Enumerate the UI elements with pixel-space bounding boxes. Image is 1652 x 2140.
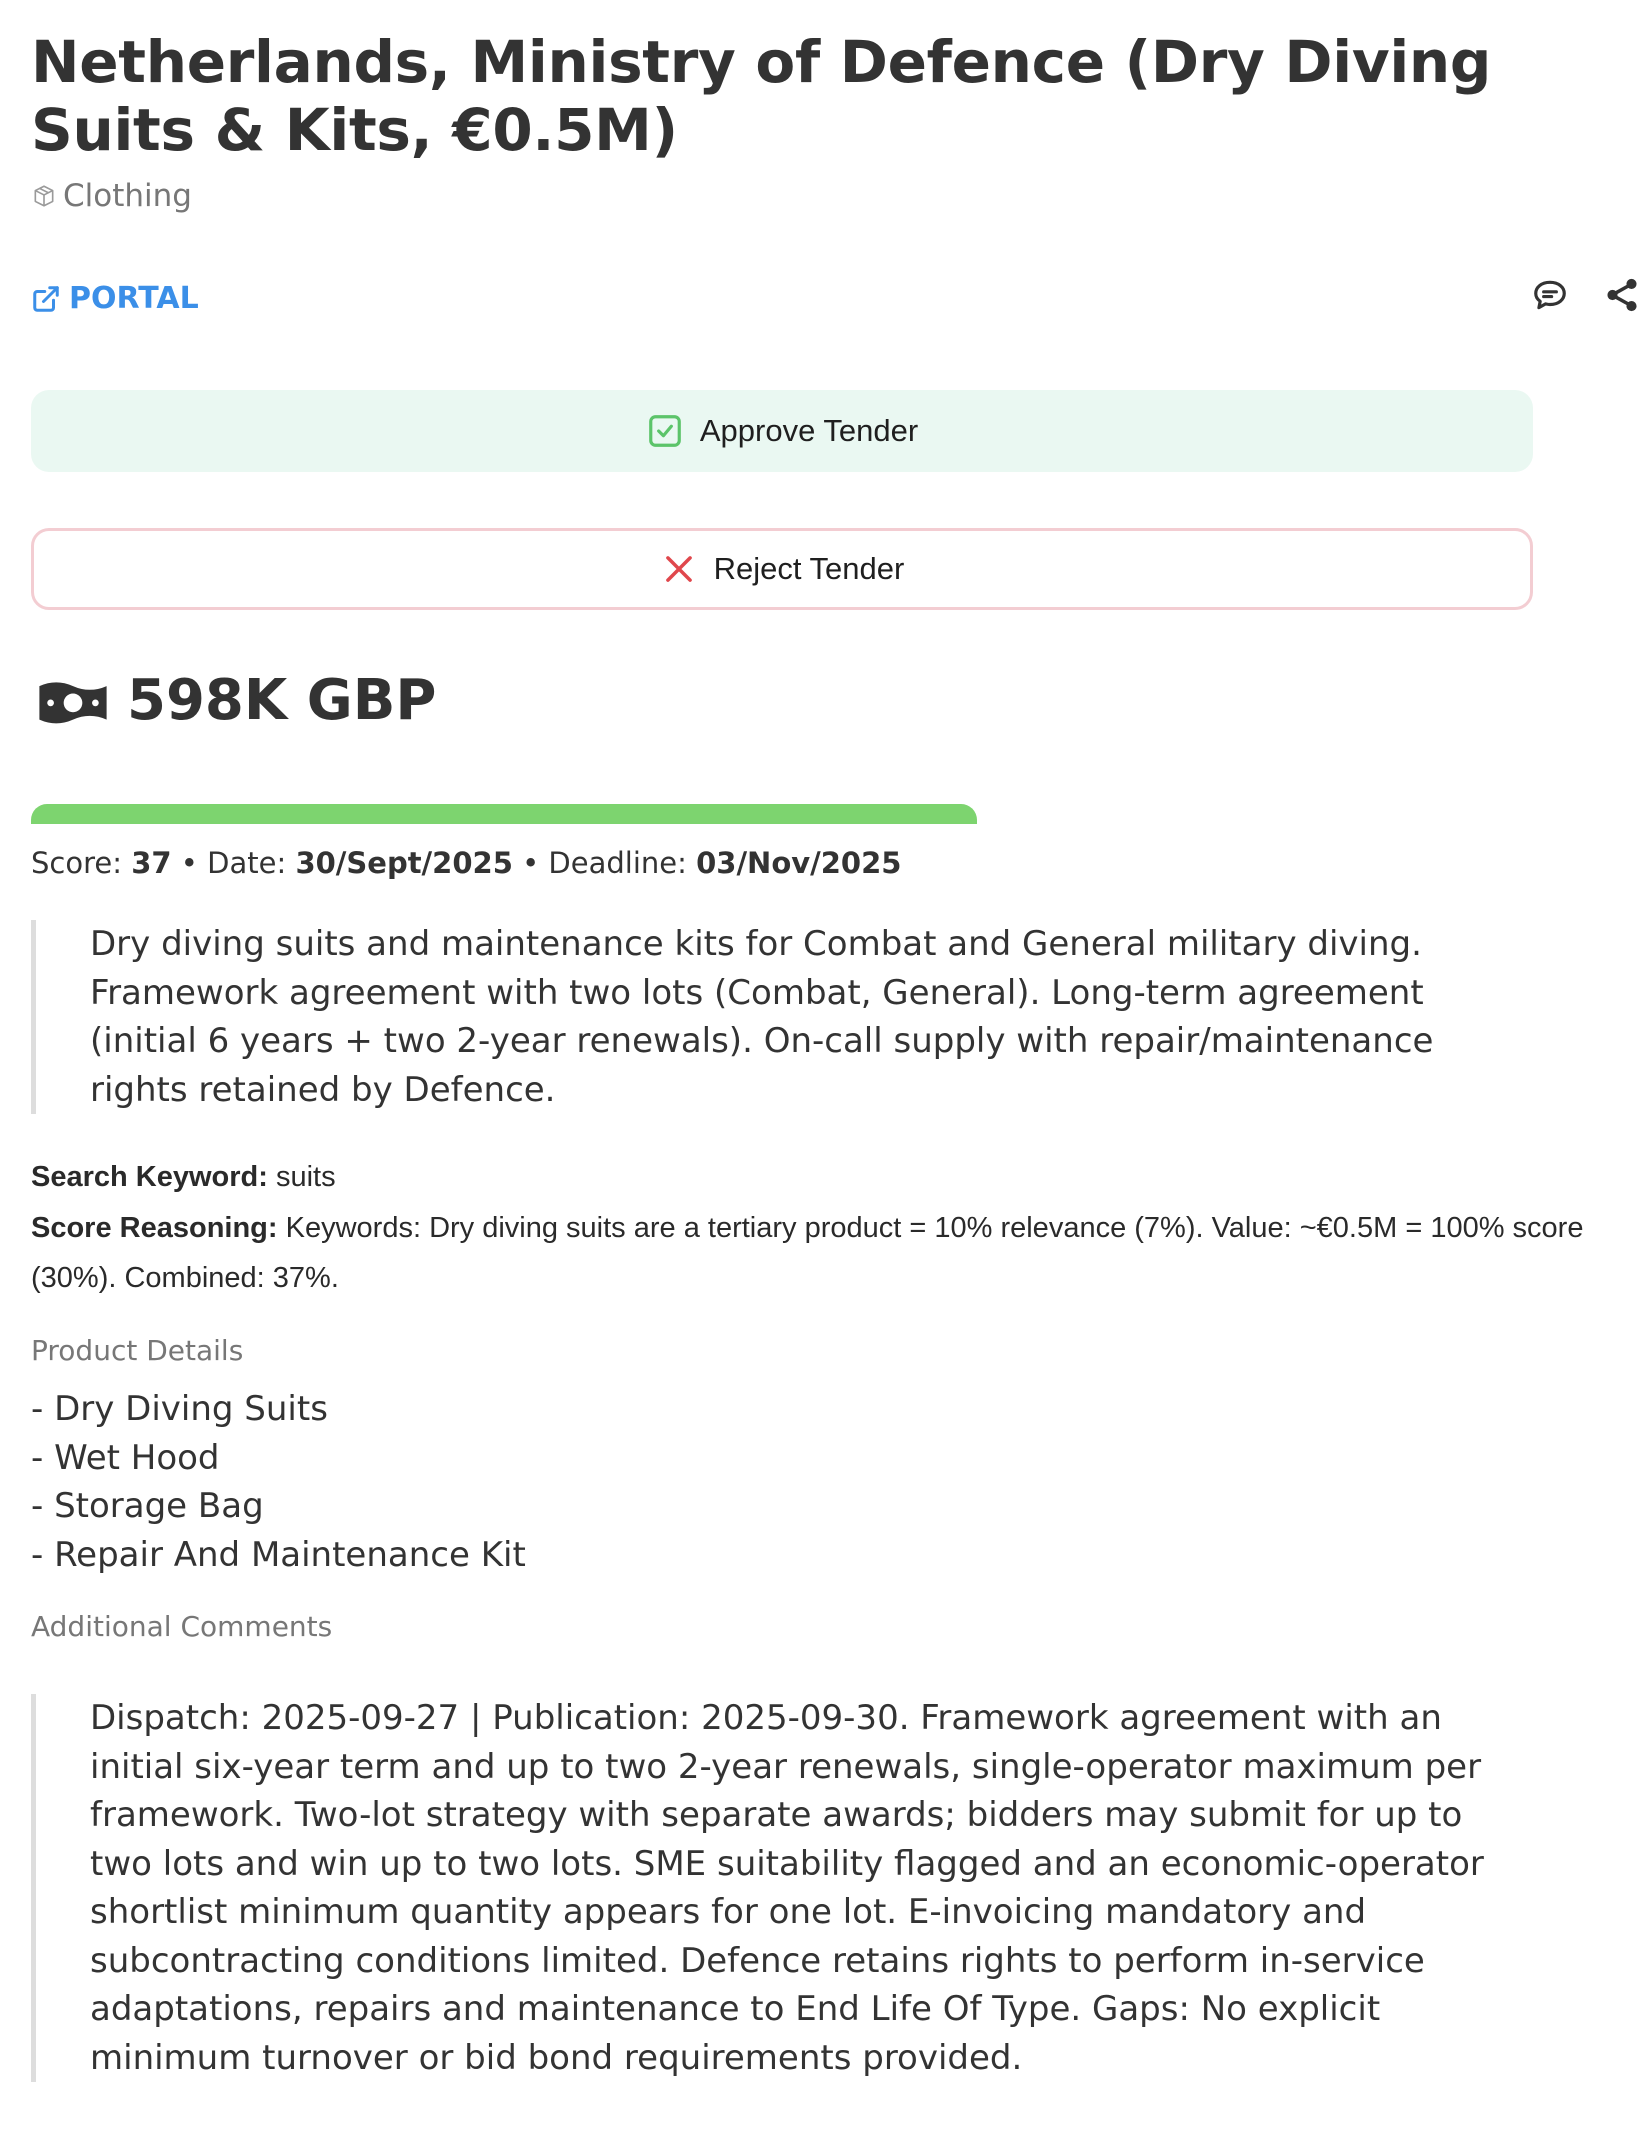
- score-reasoning-value: Keywords: Dry diving suits are a tertiary product = 10% relevance (7%). Value: ~€0.5M = 100% score (30%). Combined: 37%.: [31, 1212, 1584, 1294]
- score-label: Score:: [31, 846, 122, 880]
- list-item: - Wet Hood: [31, 1437, 220, 1478]
- date-label: Date:: [207, 846, 287, 880]
- product-list: [31, 1385, 526, 1579]
- checkbox-check-icon: [646, 412, 684, 450]
- score-reasoning-label: Score Reasoning:: [31, 1212, 278, 1244]
- additional-comments-label: Additional Comments: [31, 1610, 333, 1643]
- search-keyword: [31, 1152, 1621, 1202]
- search-keyword-value: suits: [275, 1161, 336, 1193]
- date-value: 30/Sept/2025: [295, 846, 513, 880]
- description: Dry diving suits and maintenance kits for Combat and General military diving. Framework agreement with two lots (Combat, General). Long-term agreement (initial 6 years + two 2-year renewals). On-call supply with repair/maintenance rights retained by Defence.: [31, 920, 1531, 1114]
- reject-tender-button[interactable]: [31, 528, 1533, 610]
- approve-tender-button[interactable]: [31, 390, 1533, 472]
- product-details-label: Product Details: [31, 1334, 244, 1367]
- page-title: Netherlands, Ministry of Defence (Dry Diving Suits & Kits, €0.5M): [31, 28, 1492, 164]
- box-icon: [31, 183, 57, 209]
- deadline-value: 03/Nov/2025: [696, 846, 902, 880]
- score-bar-fill: [31, 804, 977, 824]
- search-keyword-label: Search Keyword:: [31, 1161, 268, 1193]
- close-icon: [660, 550, 698, 588]
- value-amount: 598K GBP: [127, 668, 437, 733]
- deadline-label: Deadline:: [548, 846, 687, 880]
- toolbar: [31, 268, 1621, 338]
- approve-label: Approve Tender: [699, 413, 919, 448]
- external-link-icon: [31, 284, 61, 314]
- toolbar-actions: [1531, 276, 1641, 314]
- reject-label: Reject Tender: [713, 551, 905, 586]
- score-reasoning: [31, 1203, 1621, 1303]
- meta-separator: •: [522, 846, 540, 880]
- category-tag: [31, 178, 192, 214]
- score-value: 37: [131, 846, 172, 880]
- tender-value: [35, 668, 436, 733]
- list-item: - Storage Bag: [31, 1486, 264, 1526]
- list-item: - Repair And Maintenance Kit: [31, 1534, 526, 1575]
- comment-icon[interactable]: [1531, 276, 1569, 314]
- additional-comments: Dispatch: 2025-09-27 | Publication: 2025-09-30. Framework agreement with an initial six-year term and up to two 2-year renewals, single-operator maximum per framework. Two-lot strategy with separate awards; bidders may submit for up to two lots and win up to two lots. SME suitability flagged and an economic-operator shortlist minimum quantity appears for one lot. E-invoicing mandatory and subcontracting conditions limited. Defence retains rights to perform in-service adaptations, repairs and maintenance to End Life Of Type. Gaps: No explicit minimum turnover or bid bond requirements provided.: [31, 1694, 1531, 2082]
- category-label: Clothing: [63, 178, 192, 214]
- portal-label: PORTAL: [69, 281, 199, 316]
- share-icon[interactable]: [1603, 276, 1641, 314]
- list-item: - Dry Diving Suits: [31, 1389, 328, 1429]
- portal-link[interactable]: [31, 281, 199, 316]
- score-bar: [31, 804, 1533, 824]
- tender-meta: [31, 846, 901, 880]
- banknote-icon: [35, 673, 111, 729]
- meta-separator: •: [180, 846, 198, 880]
